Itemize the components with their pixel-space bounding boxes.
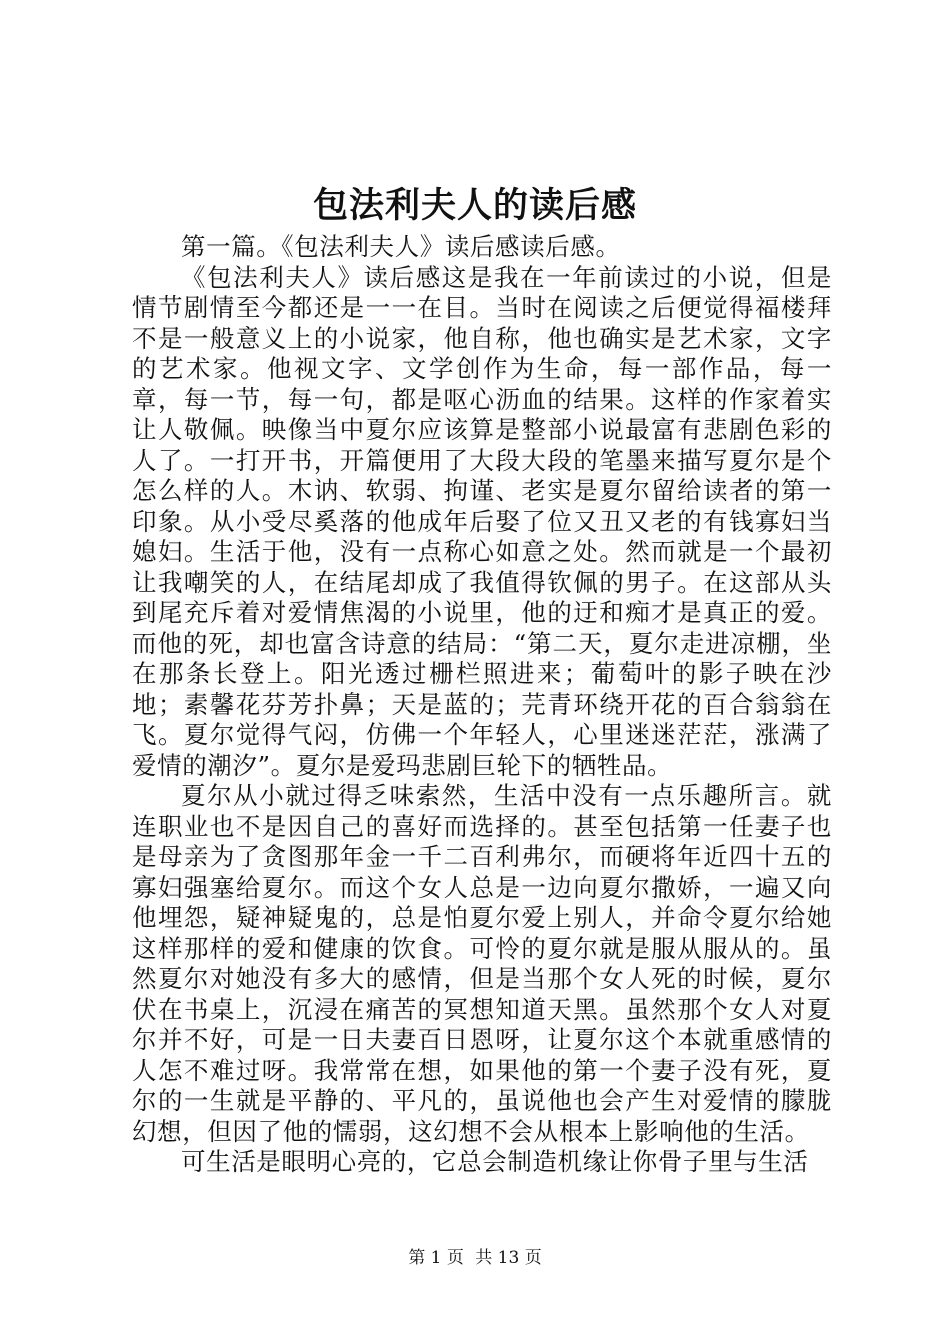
- paragraph: 《包法利夫人》读后感这是我在一年前读过的小说，但是情节剧情至今都还是一一在目。当时在阅读之后便觉得福楼拜不是一般意义上的小说家，他自称，他也确实是艺术家，文字的艺术家。他视文字、文学创作为生命，每一部作品，每一章，每一节，每一句，都是呕心沥血的结果。这样的作家着实让人敬佩。映像当中夏尔应该算是整部小说最富有悲剧色彩的人了。一打开书，开篇便用了大段大段的笔墨来描写夏尔是个怎么样的人。木讷、软弱、拘谨、老实是夏尔留给读者的第一印象。从小受尽奚落的他成年后娶了位又丑又老的有钱寡妇当媳妇。生活于他，没有一点称心如意之处。然而就是一个最初让我嘲笑的人，在结尾却成了我值得钦佩的男子。在这部从头到尾充斥着对爱情焦渴的小说里，他的迂和痴才是真正的爱。而他的死，却也富含诗意的结局：“第二天，夏尔走进凉棚，坐在那条长登上。阳光透过栅栏照进来；葡萄叶的影子映在沙地；素馨花芬芳扑鼻；天是蓝的；芫青环绕开花的百合翁翁在飞。夏尔觉得气闷，仿佛一个年轻人，心里迷迷茫茫，涨满了爱情的潮汐”。夏尔是爱玛悲剧巨轮下的牺牲品。: [132, 262, 832, 780]
- paragraph: 可生活是眼明心亮的，它总会制造机缘让你骨子里与生活: [181, 1147, 809, 1176]
- page-total: 共 13 页: [475, 1248, 542, 1268]
- paragraph: 夏尔从小就过得乏味索然，生活中没有一点乐趣所言。就连职业也不是因自己的喜好而选择的。甚至包括第一任妻子也是母亲为了贪图那年金一千二百利弗尔，而硬将年近四十五的寡妇强塞给夏尔。而这个女人总是一边向夏尔撒娇，一遍又向他埋怨，疑神疑鬼的，总是怕夏尔爱上别人，并命令夏尔给她这样那样的爱和健康的饮食。可怜的夏尔就是服从服从的。虽然夏尔对她没有多大的感情，但是当那个女人死的时候，夏尔伏在书桌上，沉浸在痛苦的冥想知道天黑。虽然那个女人对夏尔并不好，可是一日夫妻百日恩呀，让夏尔这个本就重感情的人怎不难过呀。我常常在想，如果他的第一个妻子没有死，夏尔的一生就是平静的、平凡的，虽说他也会产生对爱情的朦胧幻想，但因了他的懦弱，这幻想不会从根本上影响他的生活。: [132, 781, 832, 1146]
- document-title: 包法利夫人的读后感: [312, 185, 637, 226]
- paragraph-heading: 第一篇。《包法利夫人》读后感读后感。: [181, 232, 621, 261]
- page-number: 第 1 页: [408, 1248, 464, 1268]
- page-footer: [0, 1246, 950, 1270]
- document-body: [132, 232, 832, 1178]
